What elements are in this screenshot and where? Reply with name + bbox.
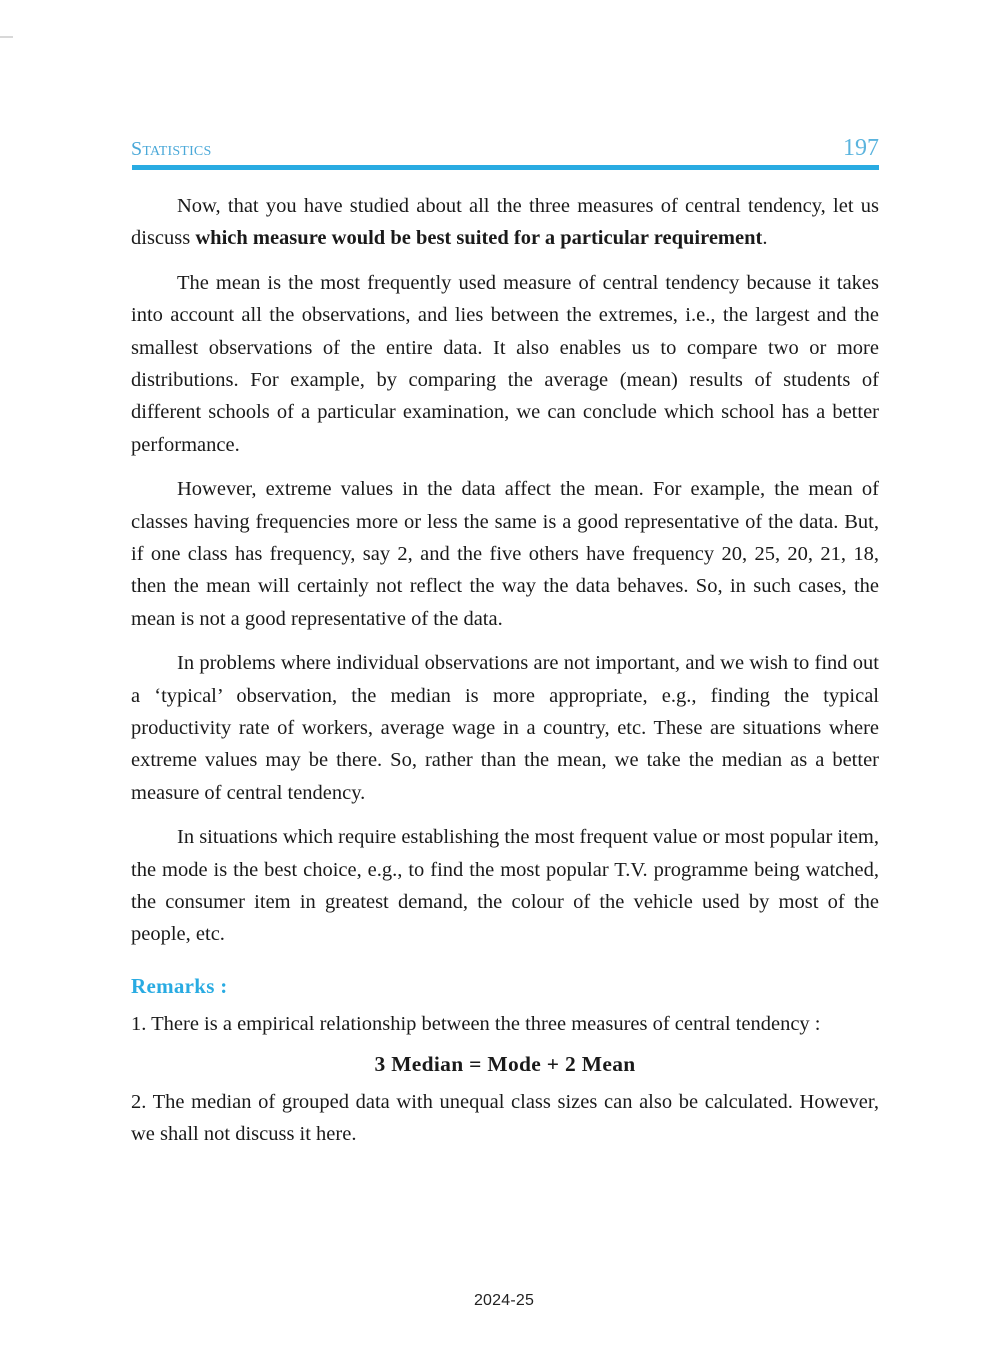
paragraph-3: However, extreme values in the data affect the mean. For example, the mean of classes having frequencies more or less the same is a good representative of the data. But, if one class has frequency, say 2, and the five others have frequency 20, 25, 20, 21, 18, then the mean will certainly not reflect the way the data behaves. So, in such cases, the mean is not a good representative of the data. [131, 478, 879, 630]
chapter-title: Statistics [131, 138, 212, 160]
paragraph-1 [131, 190, 879, 255]
header-rule [132, 165, 879, 170]
paragraph-1-text-a: Now, that you have studied about all the three measures of central tendency, let us discuss [131, 195, 879, 250]
remarks-heading: Remarks : [131, 973, 228, 998]
paragraph-2: The mean is the most frequently used measure of central tendency because it takes into account all the observations, and lies between the extremes, i.e., the largest and the smallest observations of the entire data. It also enables us to compare two or more distributions. For example, by comparing the average (mean) results of students of different schools of a particular examination, we can conclude which school has a better performance. [131, 272, 879, 456]
paragraph-5: In situations which require establishing the most frequent value or most popular item, the mode is the best choice, e.g., to find the most popular T.V. programme being watched, the consumer item in greatest demand, the colour of the vehicle used by most of the people, etc. [131, 826, 879, 946]
paragraph-1-emphasis: which measure would be best suited for a particular requirement [195, 227, 763, 250]
remark-item-1: 1. There is a empirical relationship between the three measures of central tendency : [131, 1012, 821, 1035]
empirical-relationship-formula: 3 Median = Mode + 2 Mean [374, 1051, 636, 1076]
remark-item-2: 2. The median of grouped data with unequal class sizes can also be calculated. However, we shall not discuss it here. [131, 1090, 879, 1146]
paragraph-1-text-b: . [762, 227, 768, 250]
scan-edge-mark [0, 36, 13, 38]
page-number: 197 [843, 135, 879, 161]
running-head [131, 135, 879, 164]
paragraph-4: In problems where individual observations are not important, and we wish to find out a ‘typical’ observation, the median is more appropriate, e.g., finding the typical productivity rate of workers, average wage in a country, etc. These are situations where extreme values may be there. So, rather than the mean, we take the median as a better measure of central tendency. [131, 652, 879, 804]
footer-academic-year: 2024-25 [473, 1292, 535, 1309]
text-column [131, 190, 879, 1150]
